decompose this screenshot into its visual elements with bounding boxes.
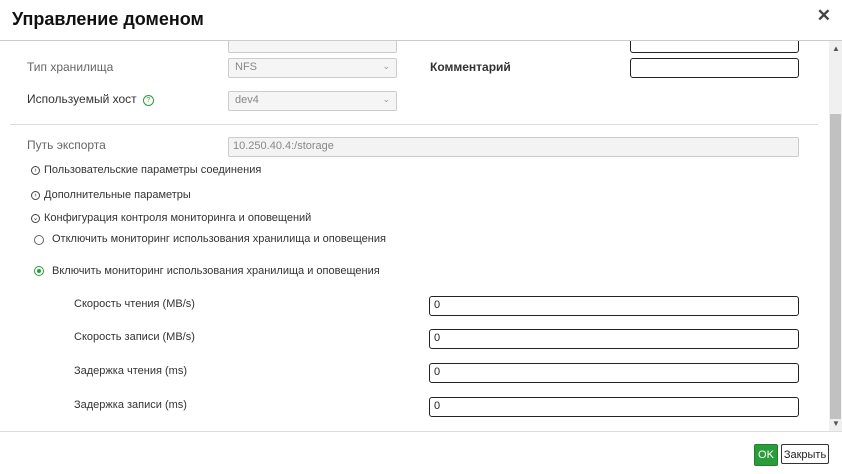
section-label: Конфигурация контроля мониторинга и оповещений xyxy=(44,212,312,224)
read-latency-field[interactable]: 0 xyxy=(429,363,799,383)
chevron-down-icon: ⌄ xyxy=(382,61,390,71)
scroll-thumb[interactable] xyxy=(830,114,841,419)
section-custom-connection[interactable] xyxy=(31,164,261,176)
storage-type-select[interactable] xyxy=(228,58,397,78)
dialog-footer xyxy=(0,431,842,474)
export-path-label: Путь экспорта xyxy=(27,138,106,152)
comment-field[interactable] xyxy=(630,58,799,78)
dialog-body xyxy=(0,41,829,431)
expand-icon: › xyxy=(31,191,40,200)
radio-enable-monitoring[interactable] xyxy=(34,266,44,276)
vertical-scrollbar[interactable] xyxy=(829,41,842,431)
write-latency-field[interactable]: 0 xyxy=(429,397,799,417)
storage-type-value: NFS xyxy=(235,61,257,73)
collapse-icon: ⌄ xyxy=(32,215,39,222)
close-icon[interactable]: ✕ xyxy=(816,6,831,25)
scroll-up-icon[interactable]: ▲ xyxy=(832,44,840,53)
dialog-title: Управление доменом xyxy=(12,9,204,29)
dialog-header xyxy=(0,0,842,41)
read-latency-label: Задержка чтения (ms) xyxy=(74,365,187,377)
read-speed-label: Скорость чтения (MB/s) xyxy=(74,298,195,310)
ok-button[interactable]: OK xyxy=(754,444,778,466)
close-button[interactable]: Закрыть xyxy=(781,444,829,464)
write-speed-label: Скорость записи (MB/s) xyxy=(74,331,195,343)
radio-enable-label: Включить мониторинг использования хранилища и оповещения xyxy=(52,265,380,277)
export-path-field[interactable]: 10.250.40.4:/storage xyxy=(228,137,799,157)
expand-icon: › xyxy=(31,166,40,175)
chevron-down-icon: ⌄ xyxy=(382,94,390,104)
help-circle-icon[interactable]: ? xyxy=(143,95,154,106)
section-label: Пользовательские параметры соединения xyxy=(44,164,262,176)
storage-type-label: Тип хранилища xyxy=(27,60,114,74)
comment-label: Комментарий xyxy=(430,60,511,74)
section-additional-params[interactable] xyxy=(31,189,191,201)
divider xyxy=(10,124,818,125)
host-label-text: Используемый хост xyxy=(27,92,137,106)
radio-disable-monitoring[interactable] xyxy=(34,235,44,245)
section-monitoring-config[interactable] xyxy=(31,212,311,224)
read-speed-field[interactable]: 0 xyxy=(429,296,799,316)
host-select[interactable] xyxy=(228,91,397,111)
host-value: dev4 xyxy=(235,94,259,106)
host-label xyxy=(27,92,154,106)
write-latency-label: Задержка записи (ms) xyxy=(74,399,187,411)
write-speed-field[interactable]: 0 xyxy=(429,329,799,349)
top-select-partial[interactable] xyxy=(228,41,397,53)
radio-disable-label: Отключить мониторинг использования хранилища и оповещения xyxy=(52,233,386,245)
scroll-down-icon[interactable]: ▼ xyxy=(832,419,840,428)
top-input-partial[interactable] xyxy=(630,41,799,53)
section-label: Дополнительные параметры xyxy=(44,189,191,201)
